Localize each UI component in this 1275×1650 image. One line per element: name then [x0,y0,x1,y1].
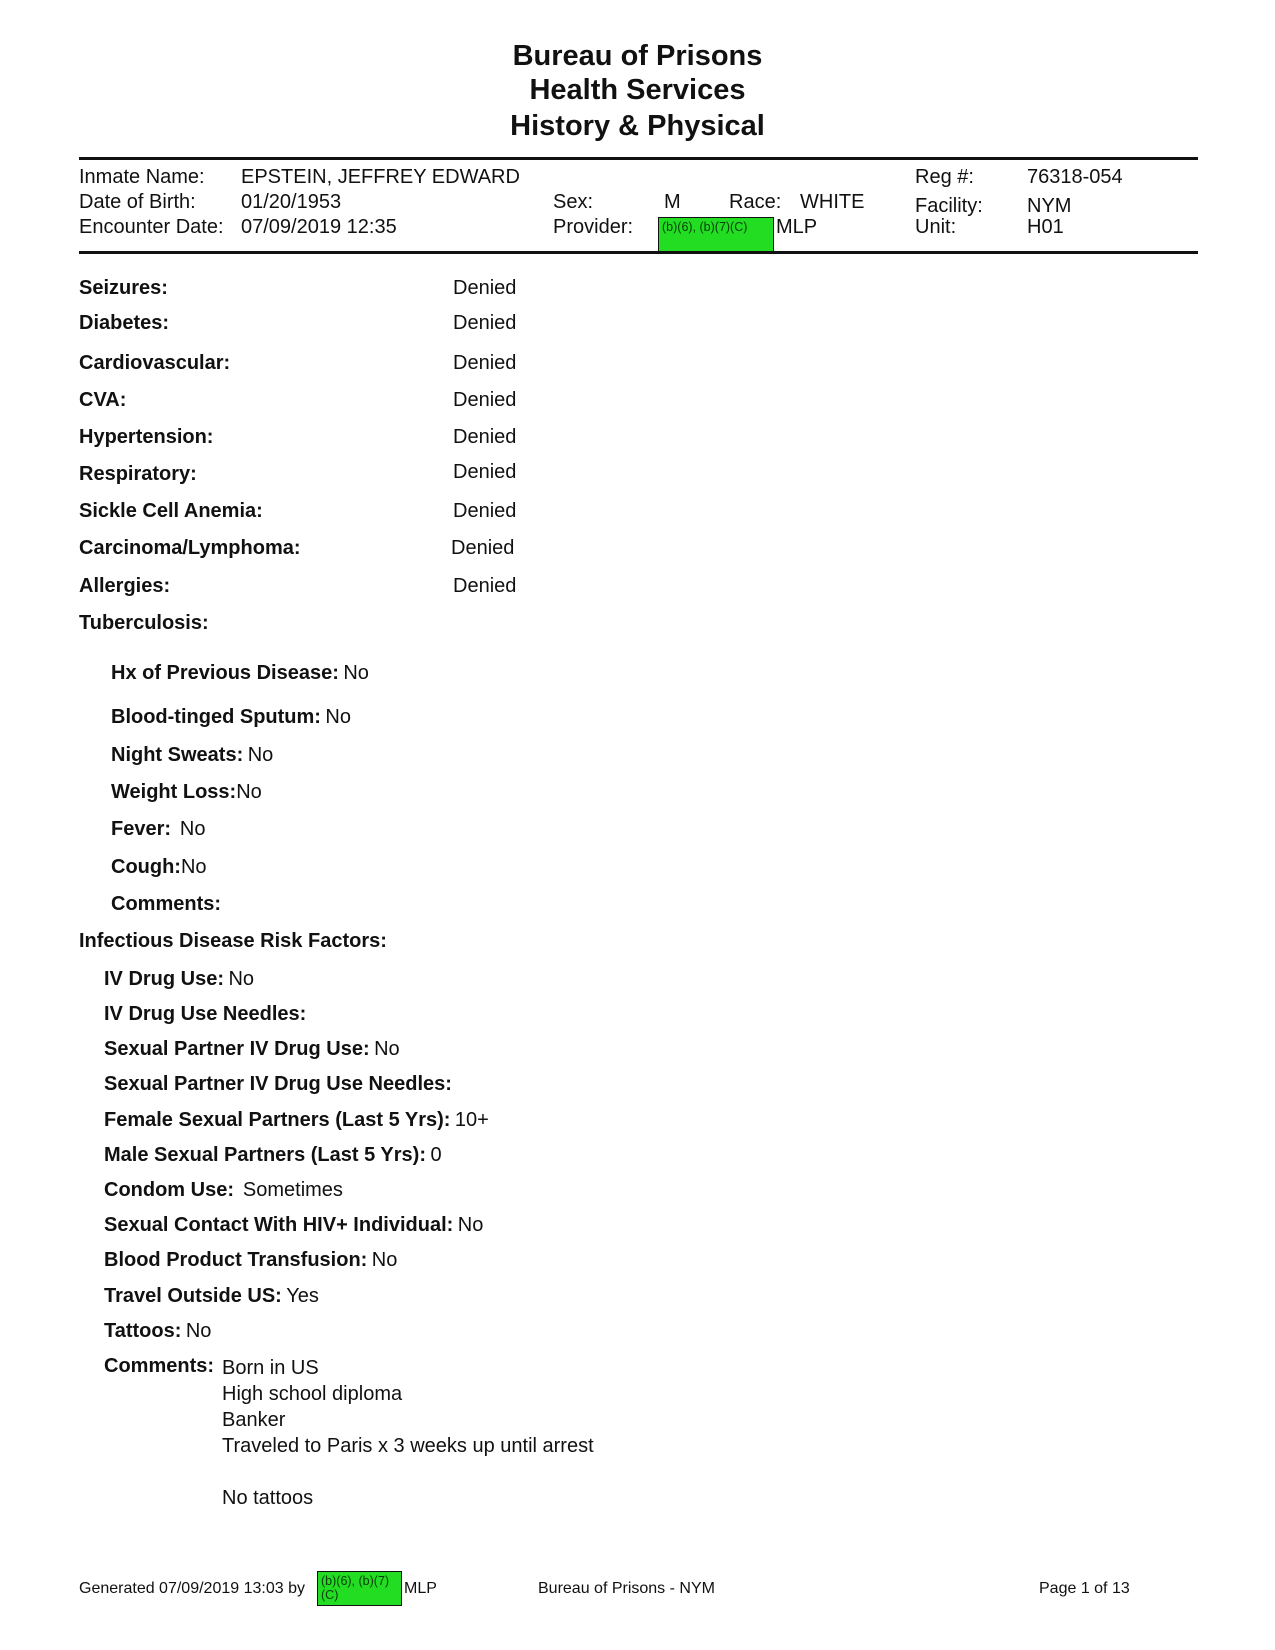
risk-label: Sexual Partner IV Drug Use Needles: [104,1073,452,1095]
footer-page [1039,1580,1130,1598]
tb-label: Weight Loss: [111,781,237,803]
provider-suffix: MLP [776,216,818,238]
risk-item [104,1249,397,1272]
footer-generated: Generated 07/09/2019 13:03 by [79,1580,305,1597]
risk-label: Tattoos: [104,1320,182,1342]
condition-label: CVA: [79,389,127,411]
comment-line: Banker [222,1409,286,1431]
provider-label: Provider: [553,216,634,238]
tb-item [111,856,207,879]
race-value: WHITE [800,191,865,213]
comment-line: High school diploma [222,1383,403,1405]
condition-label: Cardiovascular: [79,352,231,374]
risk-item [104,1073,452,1096]
dob-value: 01/20/1953 [241,191,342,213]
reg-label: Reg #: [915,166,974,188]
tb-value: No [247,744,274,766]
risk-value: 10+ [454,1109,489,1131]
condition-value: Denied [451,537,515,559]
sex-label: Sex: [553,191,594,213]
tb-item [111,744,273,767]
condition-value: Denied [453,500,517,522]
risk-label: Travel Outside US: [104,1285,282,1307]
risk-label: IV Drug Use: [104,968,225,990]
infectious-section-title: Infectious Disease Risk Factors: [79,930,387,952]
risk-item [104,1003,306,1026]
risk-label: Sexual Partner IV Drug Use: [104,1038,370,1060]
condition-label: Hypertension: [79,426,214,448]
risk-label: Female Sexual Partners (Last 5 Yrs): [104,1109,451,1131]
risk-value: No [228,968,255,990]
tb-label: Hx of Previous Disease: [111,662,339,684]
tb-item [111,662,369,685]
inmate-name-value: EPSTEIN, JEFFREY EDWARD [241,166,520,188]
condition-label: Carcinoma/Lymphoma: [79,537,301,559]
risk-label: Male Sexual Partners (Last 5 Yrs): [104,1144,426,1166]
tb-value: No [236,781,262,803]
tb-value: No [179,818,206,840]
dob-label: Date of Birth: [79,191,196,213]
tb-item [111,818,206,841]
risk-value: Sometimes [242,1179,343,1201]
reg-value: 76318-054 [1027,166,1123,188]
facility-value: NYM [1027,195,1072,217]
provider-redaction: (b)(6), (b)(7)(C) [658,217,774,254]
encounter-label: Encounter Date: [79,216,224,238]
condition-value: Denied [453,426,517,448]
sex-value: M [664,191,681,213]
comment-line: Born in US [222,1357,319,1379]
risk-item [104,1285,319,1308]
condition-value: Denied [453,461,517,483]
header-bottom-rule [79,251,1198,254]
tb-item [111,706,351,729]
risk-item [104,1038,400,1061]
condition-label: Diabetes: [79,312,170,334]
tb-label: Comments: [111,893,222,915]
tb-label: Cough: [111,856,181,878]
risk-value: No [371,1249,398,1271]
comment-line: Traveled to Paris x 3 weeks up until arrest [222,1435,594,1457]
unit-label: Unit: [915,216,957,238]
risk-value: 0 [430,1144,442,1166]
condition-value: Denied [453,575,517,597]
tb-label: Night Sweats: [111,744,244,766]
risk-label: Condom Use: [104,1179,234,1201]
condition-label: Respiratory: [79,463,197,485]
unit-value: H01 [1027,216,1064,238]
inmate-name-label: Inmate Name: [79,166,205,188]
risk-item [104,1109,489,1132]
footer-redaction: (b)(6), (b)(7)(C) [317,1571,402,1606]
risk-label: IV Drug Use Needles: [104,1003,307,1025]
condition-label: Sickle Cell Anemia: [79,500,263,522]
page-total: 13 [1111,1580,1130,1597]
tb-value: No [343,662,369,684]
risk-label: Sexual Contact With HIV+ Individual: [104,1214,454,1236]
tb-item [111,893,221,916]
condition-label: Seizures: [79,277,168,299]
condition-label: Allergies: [79,575,171,597]
risk-item [104,968,254,991]
condition-value: Denied [453,312,517,334]
tb-value: No [325,706,351,728]
risk-value: No [374,1038,400,1060]
risk-value: No [185,1320,212,1342]
tb-label: Blood-tinged Sputum: [111,706,321,728]
tb-item [111,781,262,804]
risk-item [104,1144,442,1167]
risk-item [104,1320,211,1343]
condition-value: Denied [453,277,517,299]
facility-label: Facility: [915,195,983,217]
risk-value: Yes [286,1285,319,1307]
condition-value: Denied [453,389,517,411]
risk-item [104,1179,343,1202]
tb-label: Fever: [111,818,172,840]
footer-center: Bureau of Prisons - NYM [538,1580,715,1597]
condition-label: Tuberculosis: [79,612,209,634]
comments-label: Comments: [104,1355,215,1377]
race-label: Race: [729,191,782,213]
page-label: Page 1 of [1039,1580,1108,1597]
encounter-value: 07/09/2019 12:35 [241,216,397,238]
header-top-rule [79,157,1198,160]
comment-line: No tattoos [222,1487,314,1509]
tb-value: No [180,856,207,878]
title-line-2: Health Services [529,74,746,106]
risk-label: Blood Product Transfusion: [104,1249,368,1271]
title-line-1: Bureau of Prisons [512,40,763,72]
risk-item [104,1214,483,1237]
condition-value: Denied [453,352,517,374]
title-line-3: History & Physical [510,110,765,142]
risk-value: No [457,1214,484,1236]
footer-suffix: MLP [404,1580,437,1597]
